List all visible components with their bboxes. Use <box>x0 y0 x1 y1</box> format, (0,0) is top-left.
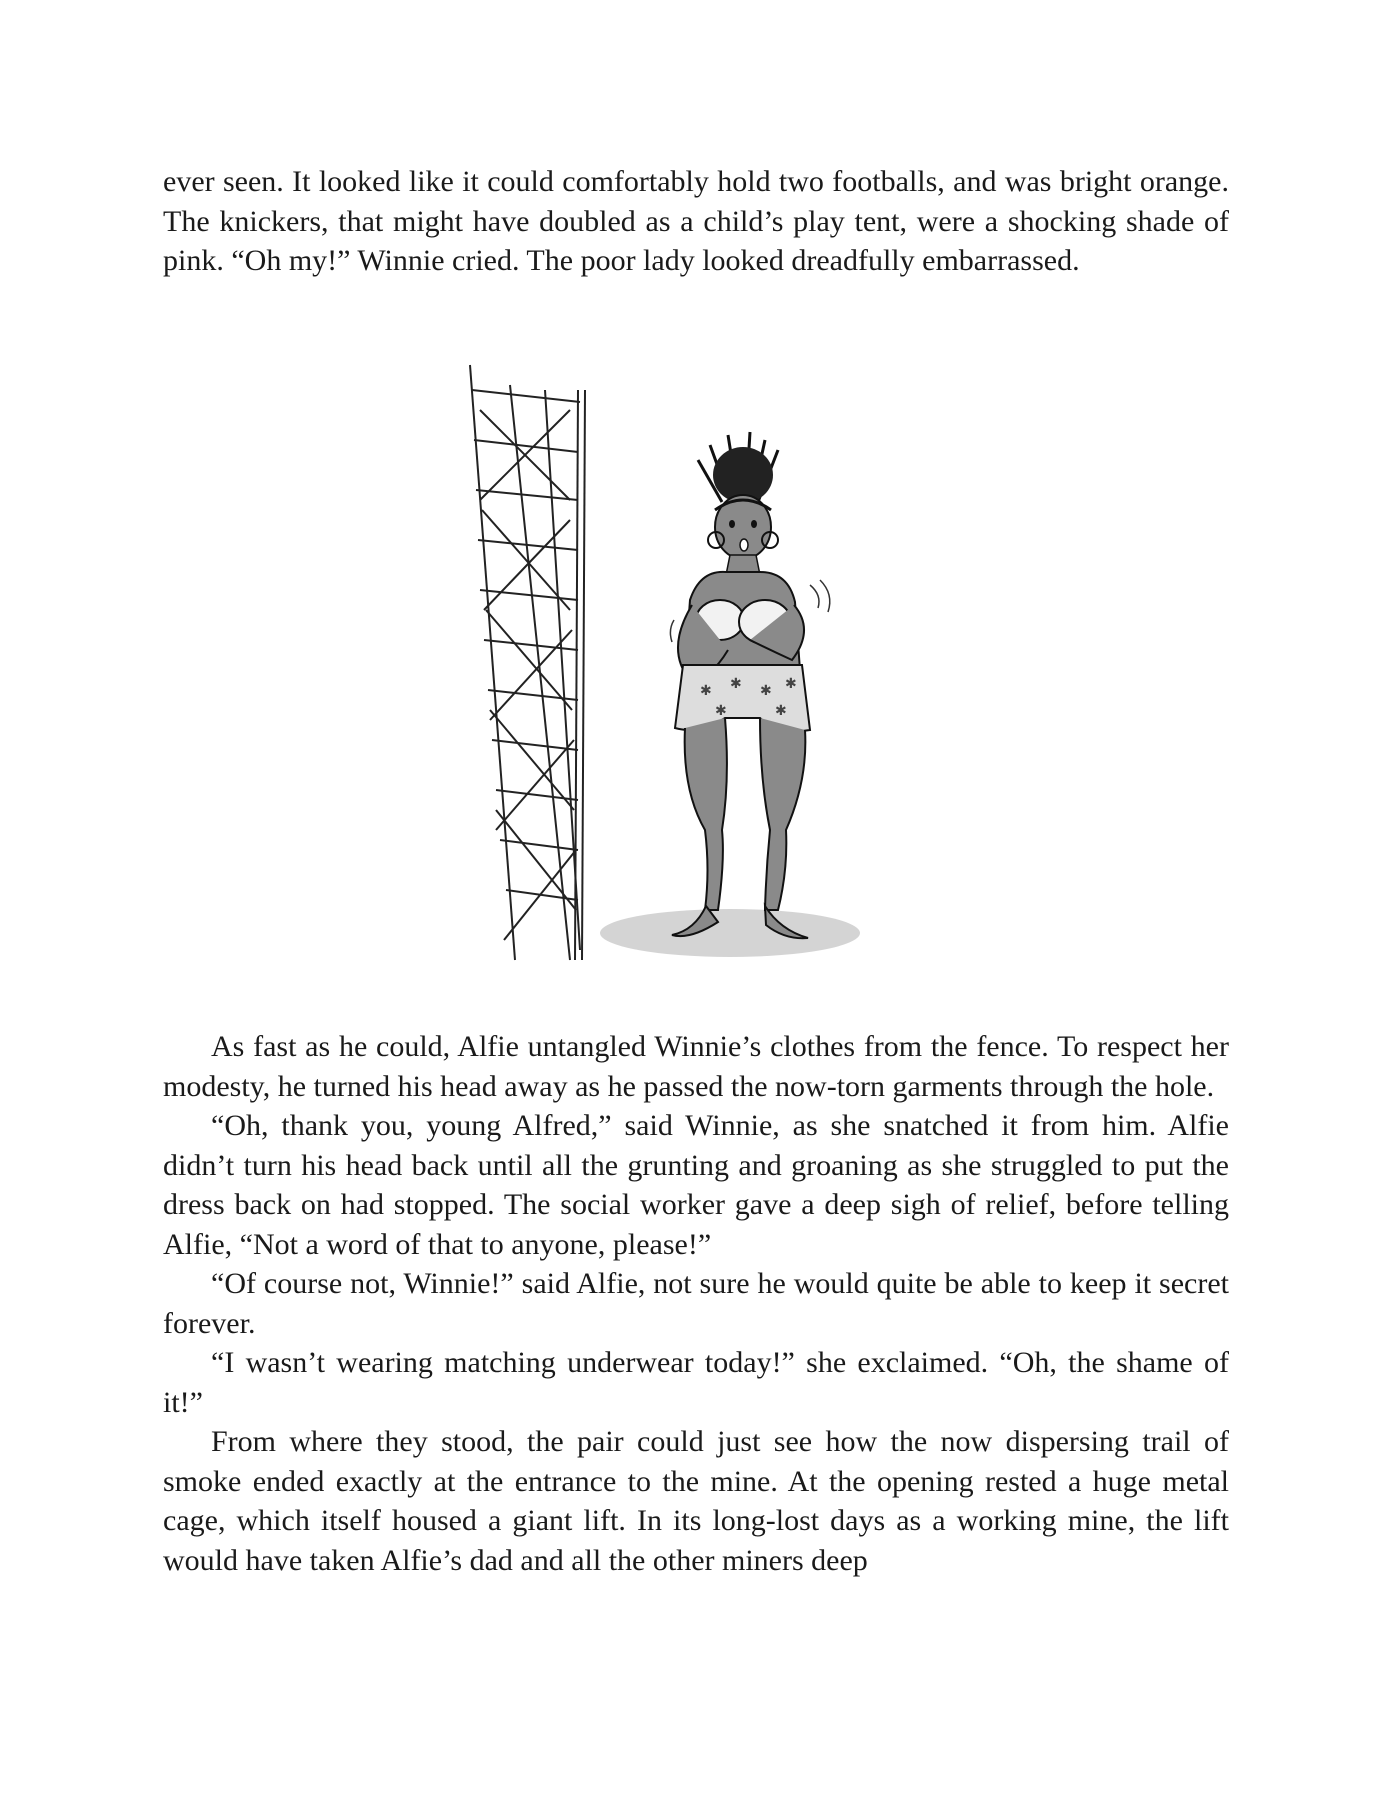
paragraph: As fast as he could, Alfie untangled Winnie’s clothes from the fence. To respect her modesty, he turned his head away as he passed the now-torn garments through the hole. <box>163 1030 1229 1103</box>
top-text-block <box>163 162 1229 281</box>
svg-text:✱: ✱ <box>775 703 787 719</box>
svg-text:✱: ✱ <box>760 683 772 699</box>
svg-text:✱: ✱ <box>730 676 742 692</box>
woman-figure <box>670 432 829 938</box>
paragraph: “Oh, thank you, young Alfred,” said Winnie, as she snatched it from him. Alfie didn’t turn his head back until all the grunting and groaning as she struggled to put the dress back on had stopped. The social worker gave a deep sigh of relief, before telling Alfie, “Not a word of that to anyone, please!” <box>163 1109 1229 1261</box>
svg-text:✱: ✱ <box>700 683 712 699</box>
svg-text:✱: ✱ <box>785 676 797 692</box>
fence-net <box>470 365 585 960</box>
paragraph: From where they stood, the pair could just see how the now dispersing trail of smoke ended exactly at the entrance to the mine. At the opening rested a huge metal cage, which itself housed a giant lift. In its long-lost days as a working mine, the lift would have taken Alfie’s dad and all the other miners deep <box>163 1425 1229 1577</box>
paragraph-continuation: ever seen. It looked like it could comfortably hold two footballs, and was bright orange. The knickers, that might have doubled as a child’s play tent, were a shocking shade of pink. “Oh my!” Winnie cried. The poor lady looked dreadfully embarrassed. <box>163 165 1229 277</box>
paragraph: “Of course not, Winnie!” said Alfie, not sure he would quite be able to keep it secret forever. <box>163 1267 1229 1340</box>
svg-text:✱: ✱ <box>715 703 727 719</box>
woman-in-underwear-beside-fence-illustration <box>460 350 880 970</box>
paragraph: “I wasn’t wearing matching underwear today!” she exclaimed. “Oh, the shame of it!” <box>163 1346 1229 1419</box>
ground-shadow <box>600 909 860 957</box>
bottom-text-block <box>163 1027 1229 1580</box>
